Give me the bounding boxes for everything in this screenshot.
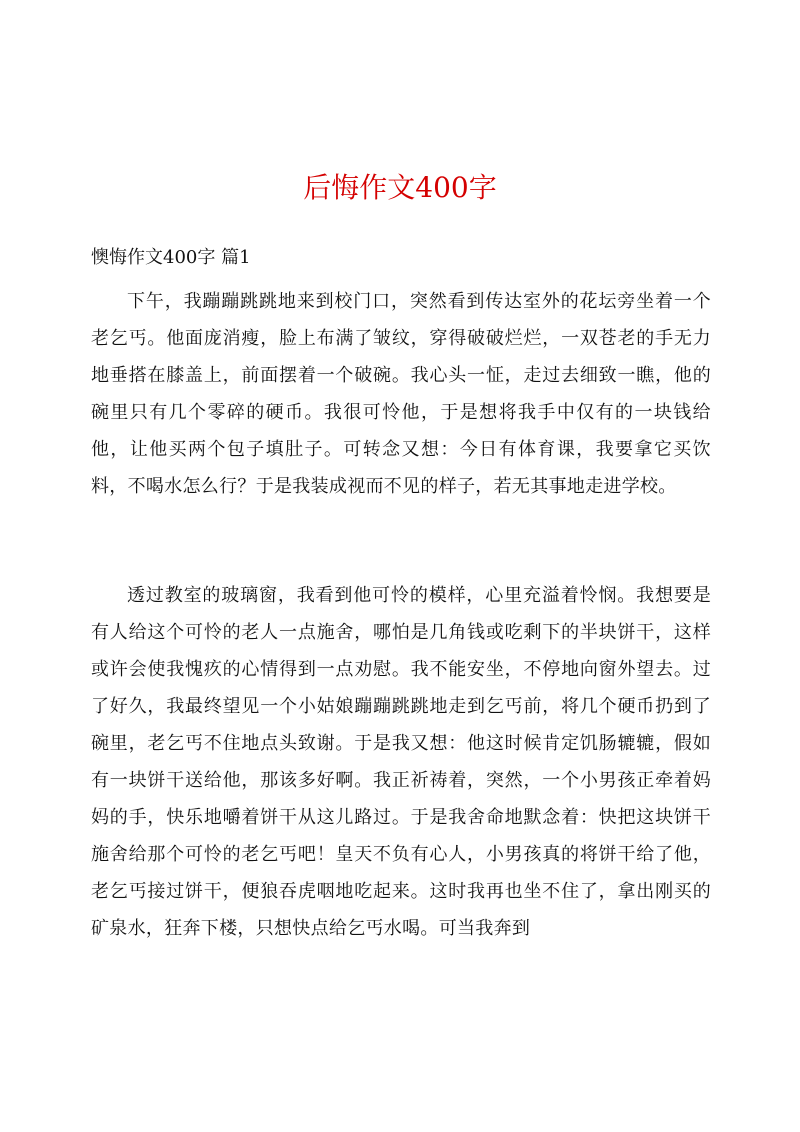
paragraph-1: 下午，我蹦蹦跳跳地来到校门口，突然看到传达室外的花坛旁坐着一个老乞丐。他面庞消瘦，脸上布满了皱纹，穿得破破烂烂，一双苍老的手无力地垂搭在膝盖上，前面摆着一个破碗。我心头一怔，走过去细致一瞧，他的碗里只有几个零碎的硬币。我很可怜他，于是想将我手中仅有的一块钱给他，让他买两个包子填肚子。可转念又想：今日有体育课，我要拿它买饮料，不喝水怎么行？于是我装成视而不见的样子，若无其事地走进学校。 <box>91 291 711 497</box>
paragraph-2: 透过教室的玻璃窗，我看到他可怜的模样，心里充溢着怜悯。我想要是有人给这个可怜的老人一点施舍，哪怕是几角钱或吃剩下的半块饼干，这样或许会使我愧疚的心情得到一点劝慰。我不能安坐，不停地向窗外望去。过了好久，我最终望见一个小姑娘蹦蹦跳跳地走到乞丐前，将几个硬币扔到了碗里，老乞丐不住地点头致谢。于是我又想：他这时候肯定饥肠辘辘，假如有一块饼干送给他，那该多好啊。我正祈祷着，突然，一个小男孩正牵着妈妈的手，快乐地嚼着饼干从这儿路过。于是我舍命地默念着：快把这块饼干施舍给那个可怜的老乞丐吧！皇天不负有心人，小男孩真的将饼干给了他，老乞丐接过饼干，便狼吞虎咽地吃起来。这时我再也坐不住了，拿出刚买的矿泉水，狂奔下楼，只想快点给乞丐水喝。可当我奔到 <box>91 585 711 939</box>
document-title: 后悔作文400字 <box>303 171 497 204</box>
section-heading: 懊悔作文400字 篇1 <box>91 247 251 268</box>
